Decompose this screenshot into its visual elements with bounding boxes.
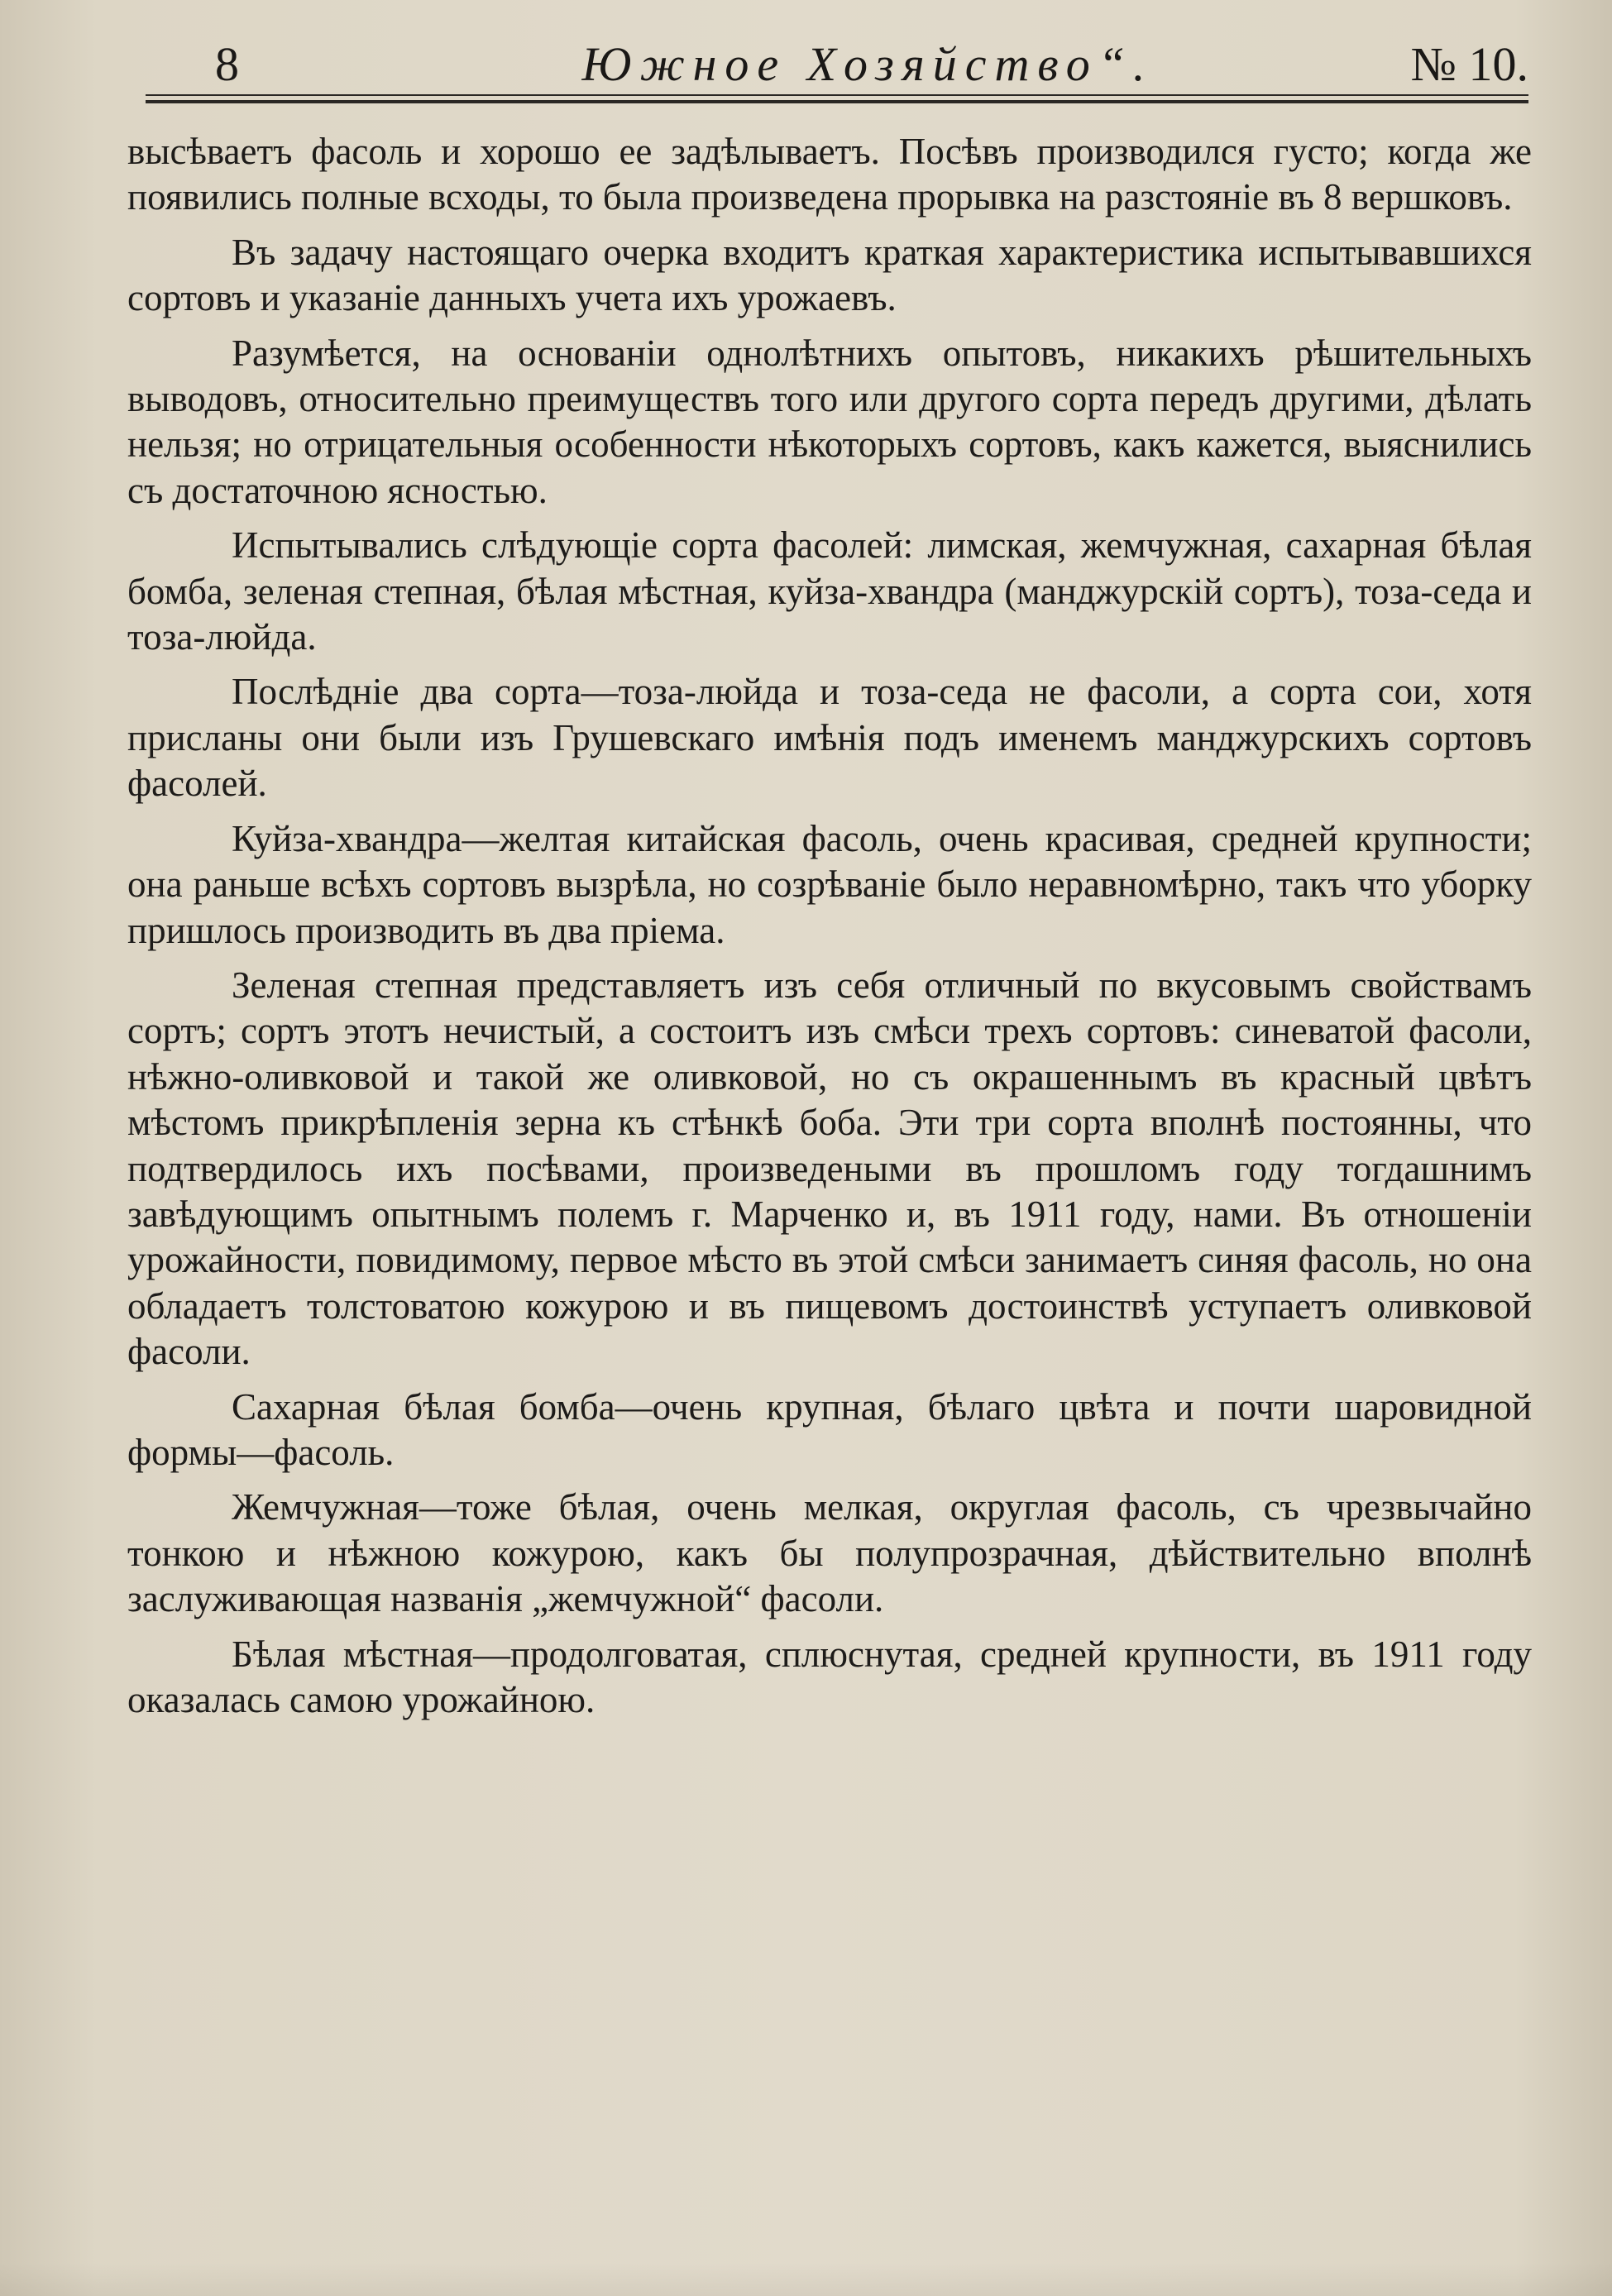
journal-title: Южное Хозяйство“. [581,37,1154,91]
paragraph-task: Въ задачу настоящаго очерка входитъ краткая характеристика испытывавшихся сортовъ и указаніе данныхъ учета ихъ урожаевъ. [127,231,1532,319]
paragraph-continued: высѣваетъ фасоль и хорошо ее задѣлываетъ. Посѣвъ производился густо; когда же появились полные всходы, то была произведена прорывка на разстояніе въ 8 вершковъ. [127,131,1532,218]
paragraph-soy: Послѣдніе два сорта—тоза-люйда и тоза-седа не фасоли, а сорта сои, хотя присланы они были изъ Грушевскаго имѣнія подъ именемъ манджурскихъ сортовъ фасолей. [127,671,1532,805]
header-rule-thick [146,100,1528,103]
article-body [127,129,1532,2180]
paragraph-sugar-bomb: Сахарная бѣлая бомба—очень крупная, бѣлаго цвѣта и почти шаровидной формы—фасоль. [127,1385,1532,1473]
header-rule-thin [146,94,1528,96]
paragraph-conclusions: Разумѣется, на основаніи однолѣтнихъ опытовъ, никакихъ рѣшительныхъ выводовъ, относительно преимуществъ того или другого сорта передъ другими, дѣлать нельзя; но отрицательныя особенности нѣкоторыхъ сортовъ, какъ кажется, выяснились съ достаточною ясностью. [127,332,1532,511]
paragraph-pearl: Жемчужная—тоже бѣлая, очень мелкая, округлая фасоль, съ чрезвычайно тонкою и нѣжною кожурою, какъ бы полупрозрачная, дѣйствительно вполнѣ заслуживающая названія „жемчужной“ фасоли. [127,1486,1532,1620]
page-number: 8 [215,37,239,91]
page-bottom-shadow [0,2263,1612,2296]
issue-number: № 10. [1410,37,1528,91]
running-head [146,31,1528,98]
paragraph-green-steppe: Зеленая степная представляетъ изъ себя отличный по вкусовымъ свойствамъ сортъ; сортъ этотъ нечистый, а состоитъ изъ смѣси трехъ сортовъ: синеватой фасоли, нѣжно-оливковой и такой же оливковой, но съ окрашеннымъ въ красный цвѣтъ мѣстомъ прикрѣпленія зерна къ стѣнкѣ боба. Эти три сорта вполнѣ постоянны, что подтвердилось ихъ посѣвами, произведеными въ прошломъ году тогдашнимъ завѣдующимъ опытнымъ полемъ г. Марченко и, въ 1911 году, нами. Въ отношеніи урожайности, повидимому, первое мѣсто въ этой смѣси занимаетъ синяя фасоль, но она обладаетъ толстоватою кожурою и въ пищевомъ достоинствѣ уступаетъ оливковой фасоли. [127,964,1532,1373]
paragraph-white-local: Бѣлая мѣстная—продолговатая, сплюснутая, средней крупности, въ 1911 году оказалась самою урожайною. [127,1633,1532,1720]
paragraph-varieties: Испытывались слѣдующіе сорта фасолей: лимская, жемчужная, сахарная бѣлая бомба, зеленая степная, бѣлая мѣстная, куйза-хвандра (манджурскій сортъ), тоза-седа и тоза-люйда. [127,524,1532,658]
paragraph-kuiza-khvandra: Куйза-хвандра—желтая китайская фасоль, очень красивая, средней крупности; она раньше всѣхъ сортовъ вызрѣла, но созрѣваніе было неравномѣрно, такъ что уборку пришлось производить въ два пріема. [127,817,1532,951]
